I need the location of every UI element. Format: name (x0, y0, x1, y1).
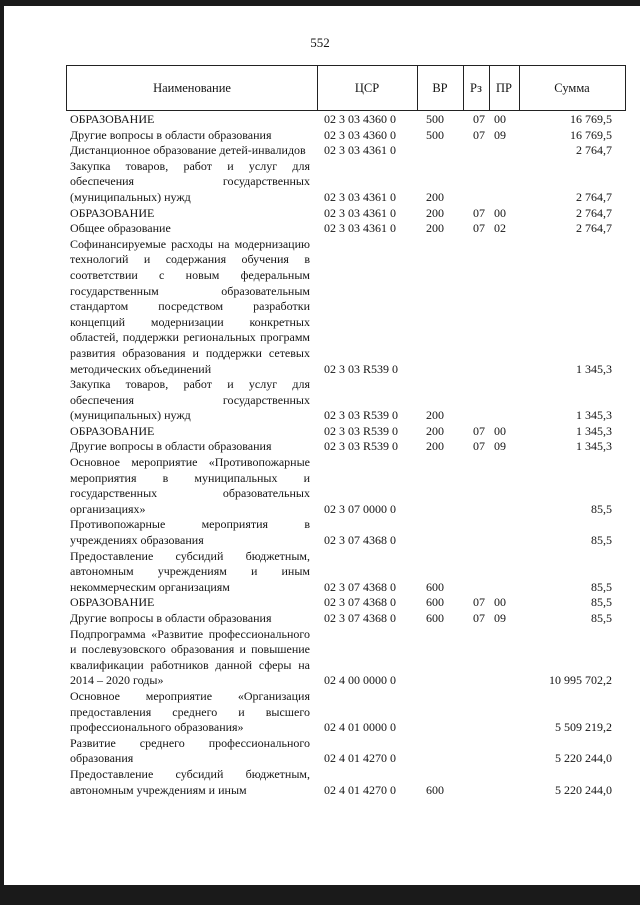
row-name: Предоставление субсидий бюджетным, автономным учреждениям и иным некоммерческим организациям (70, 548, 310, 594)
row-sum: 16 769,5 (570, 127, 612, 142)
table-row (70, 206, 626, 222)
row-rz: 07 (473, 112, 485, 126)
row-csr: 02 3 07 4368 0 (324, 595, 396, 610)
table-header (66, 65, 626, 111)
table-row (70, 112, 626, 128)
row-rz: 07 (473, 205, 485, 220)
row-vr: 500 (426, 127, 444, 142)
row-name: Закупка товаров, работ и услуг для обеспечения государственных (муниципальных) нужд (70, 377, 310, 423)
row-vr: 200 (426, 408, 444, 423)
row-name: Развитие среднего профессионального образования (70, 735, 310, 766)
row-csr: 02 3 03 4361 0 (324, 189, 396, 204)
row-pr: 09 (494, 127, 506, 142)
row-rz: 07 (473, 127, 485, 142)
row-csr: 02 4 00 0000 0 (324, 673, 396, 688)
row-csr: 02 3 07 0000 0 (324, 501, 396, 516)
row-vr: 200 (426, 423, 444, 438)
row-sum: 1 345,3 (576, 439, 612, 454)
table-row (70, 595, 626, 611)
header-rz: Рз (463, 66, 490, 110)
row-sum: 16 769,5 (570, 112, 612, 126)
table-row (70, 159, 626, 206)
row-pr: 00 (494, 595, 506, 610)
row-name: Основное мероприятие «Противопожарные мероприятия в муниципальных и государственных образовательных организациях» (70, 455, 310, 516)
table-row (70, 736, 626, 767)
row-name: Предоставление субсидий бюджетным, автономным учреждениям и иным (70, 766, 310, 797)
row-name: Другие вопросы в области образования (70, 127, 272, 142)
row-csr: 02 4 01 0000 0 (324, 720, 396, 735)
row-vr: 600 (426, 611, 444, 625)
row-sum: 5 509 219,2 (555, 720, 612, 735)
row-vr: 200 (426, 439, 444, 454)
row-csr: 02 3 03 R539 0 (324, 423, 399, 438)
table-row (70, 237, 626, 377)
table-row (70, 549, 626, 596)
row-sum: 85,5 (591, 579, 612, 594)
row-name: Дистанционное образование детей-инвалидов (70, 143, 306, 158)
table-row (70, 424, 626, 440)
table-row (70, 221, 626, 237)
row-sum: 85,5 (591, 533, 612, 548)
table-row (70, 128, 626, 144)
row-pr: 00 (494, 112, 506, 126)
row-vr: 600 (426, 595, 444, 610)
row-sum: 85,5 (591, 501, 612, 516)
row-sum: 85,5 (591, 611, 612, 625)
row-name: Другие вопросы в области образования (70, 439, 272, 454)
row-vr: 200 (426, 189, 444, 204)
row-csr: 02 3 07 4368 0 (324, 579, 396, 594)
header-vr: ВР (417, 66, 464, 110)
row-csr: 02 3 07 4368 0 (324, 611, 396, 625)
header-pr: ПР (489, 66, 520, 110)
row-csr: 02 3 03 R539 0 (324, 439, 399, 454)
row-name: ОБРАЗОВАНИЕ (70, 205, 155, 220)
row-name: Подпрограмма «Развитие профессионального и послевузовского образования и повышение квалификации работников данной сферы на 2014 – 2020 годы» (70, 626, 310, 688)
row-rz: 07 (473, 423, 485, 438)
row-pr: 00 (494, 205, 506, 220)
row-sum: 5 220 244,0 (555, 782, 612, 797)
scan-edge-top (0, 0, 640, 6)
row-sum: 10 995 702,2 (549, 673, 612, 688)
row-csr: 02 4 01 4270 0 (324, 751, 396, 766)
row-name: ОБРАЗОВАНИЕ (70, 112, 155, 126)
row-sum: 5 220 244,0 (555, 751, 612, 766)
table-row (70, 767, 626, 798)
row-sum: 2 764,7 (576, 143, 612, 158)
row-sum: 85,5 (591, 595, 612, 610)
row-name: Софинансируемые расходы на модернизацию технологий и содержания обучения в соответствии с новым федеральным государственным образовательным стандартом посредством разработки концепций модернизации конкретных областей, поддержки региональных программ развития образования и поддержки сетевых методических объединений (70, 236, 310, 376)
table-row (70, 689, 626, 736)
row-vr: 200 (426, 205, 444, 220)
row-csr: 02 4 01 4270 0 (324, 782, 396, 797)
page-number: 552 (310, 35, 330, 50)
row-sum: 2 764,7 (576, 221, 612, 236)
row-csr: 02 3 03 4361 0 (324, 205, 396, 220)
row-name: Основное мероприятие «Организация предоставления среднего и высшего профессионального образования» (70, 688, 310, 735)
scan-edge-bottom (0, 885, 640, 905)
row-pr: 00 (494, 423, 506, 438)
row-csr: 02 3 03 R539 0 (324, 408, 399, 423)
row-sum: 1 345,3 (576, 408, 612, 423)
row-pr: 02 (494, 221, 506, 236)
row-csr: 02 3 03 4360 0 (324, 127, 396, 142)
row-pr: 09 (494, 611, 506, 625)
header-name: Наименование (67, 66, 318, 110)
row-vr: 600 (426, 579, 444, 594)
row-rz: 07 (473, 439, 485, 454)
scan-edge-left (0, 0, 4, 905)
row-csr: 02 3 03 R539 0 (324, 361, 399, 376)
row-csr: 02 3 07 4368 0 (324, 533, 396, 548)
table-row (70, 143, 626, 159)
table-row (70, 377, 626, 424)
row-name: ОБРАЗОВАНИЕ (70, 595, 155, 610)
row-vr: 200 (426, 221, 444, 236)
header-csr: ЦСР (317, 66, 418, 110)
row-rz: 07 (473, 595, 485, 610)
row-sum: 2 764,7 (576, 189, 612, 204)
row-sum: 1 345,3 (576, 361, 612, 376)
row-vr: 600 (426, 782, 444, 797)
table-row (70, 611, 626, 627)
row-rz: 07 (473, 611, 485, 625)
table-row (70, 517, 626, 548)
row-name: ОБРАЗОВАНИЕ (70, 423, 155, 438)
table-row (70, 627, 626, 689)
row-name: Противопожарные мероприятия в учреждениях образования (70, 517, 310, 548)
row-rz: 07 (473, 221, 485, 236)
row-sum: 2 764,7 (576, 205, 612, 220)
header-sum: Сумма (554, 80, 590, 95)
row-name: Общее образование (70, 221, 171, 236)
row-name: Другие вопросы в области образования (70, 611, 272, 625)
row-csr: 02 3 03 4361 0 (324, 221, 396, 236)
table-row (70, 439, 626, 455)
row-name: Закупка товаров, работ и услуг для обеспечения государственных (муниципальных) нужд (70, 158, 310, 204)
row-pr: 09 (494, 439, 506, 454)
row-sum: 1 345,3 (576, 423, 612, 438)
table-body (70, 112, 626, 798)
row-csr: 02 3 03 4360 0 (324, 112, 396, 126)
row-csr: 02 3 03 4361 0 (324, 143, 396, 158)
row-vr: 500 (426, 112, 444, 126)
table-row (70, 455, 626, 517)
